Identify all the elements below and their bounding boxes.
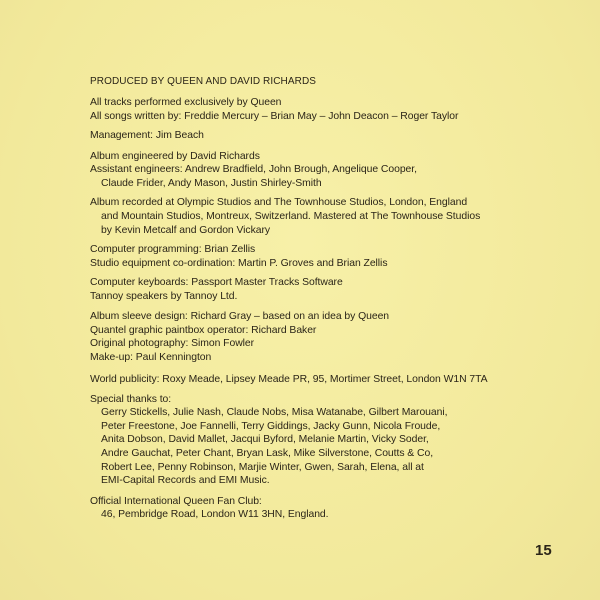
credit-line: EMI-Capital Records and EMI Music. xyxy=(101,475,270,486)
credit-line: Peter Freestone, Joe Fannelli, Terry Giddings, Jacky Gunn, Nicola Froude, xyxy=(101,421,441,432)
heading: PRODUCED BY QUEEN AND DAVID RICHARDS xyxy=(90,76,317,87)
credit-line: Computer keyboards: Passport Master Tracks Software xyxy=(90,277,343,288)
page-number: 15 xyxy=(535,542,552,559)
credit-line: and Mountain Studios, Montreux, Switzerland. Mastered at The Townhouse Studios xyxy=(101,211,481,222)
credit-line: Andre Gauchat, Peter Chant, Bryan Lask, Mike Silverstone, Coutts & Co, xyxy=(101,448,434,459)
credit-line: All tracks performed exclusively by Queen xyxy=(90,97,282,108)
credit-line: Studio equipment co-ordination: Martin P. Groves and Brian Zellis xyxy=(90,258,388,269)
credit-line: Tannoy speakers by Tannoy Ltd. xyxy=(90,291,238,302)
credit-line: Album engineered by David Richards xyxy=(90,151,260,162)
credit-line: Make-up: Paul Kennington xyxy=(90,352,212,363)
credit-line: Original photography: Simon Fowler xyxy=(90,338,255,349)
credit-line: Management: Jim Beach xyxy=(90,130,204,141)
credit-line: All songs written by: Freddie Mercury – Brian May – John Deacon – Roger Taylor xyxy=(90,111,459,122)
credit-line: 46, Pembridge Road, London W11 3HN, England. xyxy=(101,509,329,520)
credit-line: Anita Dobson, David Mallet, Jacqui Byford, Melanie Martin, Vicky Soder, xyxy=(101,434,429,445)
credit-line: Claude Frider, Andy Mason, Justin Shirley-Smith xyxy=(101,178,322,189)
credit-line: World publicity: Roxy Meade, Lipsey Meade PR, 95, Mortimer Street, London W1N 7TA xyxy=(90,374,488,385)
credit-line: Album recorded at Olympic Studios and The Townhouse Studios, London, England xyxy=(90,197,468,208)
credit-line: by Kevin Metcalf and Gordon Vickary xyxy=(101,225,271,236)
credit-line: Gerry Stickells, Julie Nash, Claude Nobs, Misa Watanabe, Gilbert Marouani, xyxy=(101,407,448,418)
credit-line: Computer programming: Brian Zellis xyxy=(90,244,256,255)
credit-line: Quantel graphic paintbox operator: Richard Baker xyxy=(90,325,317,336)
credit-line: Assistant engineers: Andrew Bradfield, John Brough, Angelique Cooper, xyxy=(90,164,417,175)
credit-line: Robert Lee, Penny Robinson, Marjie Winter, Gwen, Sarah, Elena, all at xyxy=(101,462,424,473)
credit-line: Album sleeve design: Richard Gray – based on an idea by Queen xyxy=(90,311,390,322)
credit-line: Special thanks to: xyxy=(90,394,172,405)
credit-line: Official International Queen Fan Club: xyxy=(90,496,262,507)
